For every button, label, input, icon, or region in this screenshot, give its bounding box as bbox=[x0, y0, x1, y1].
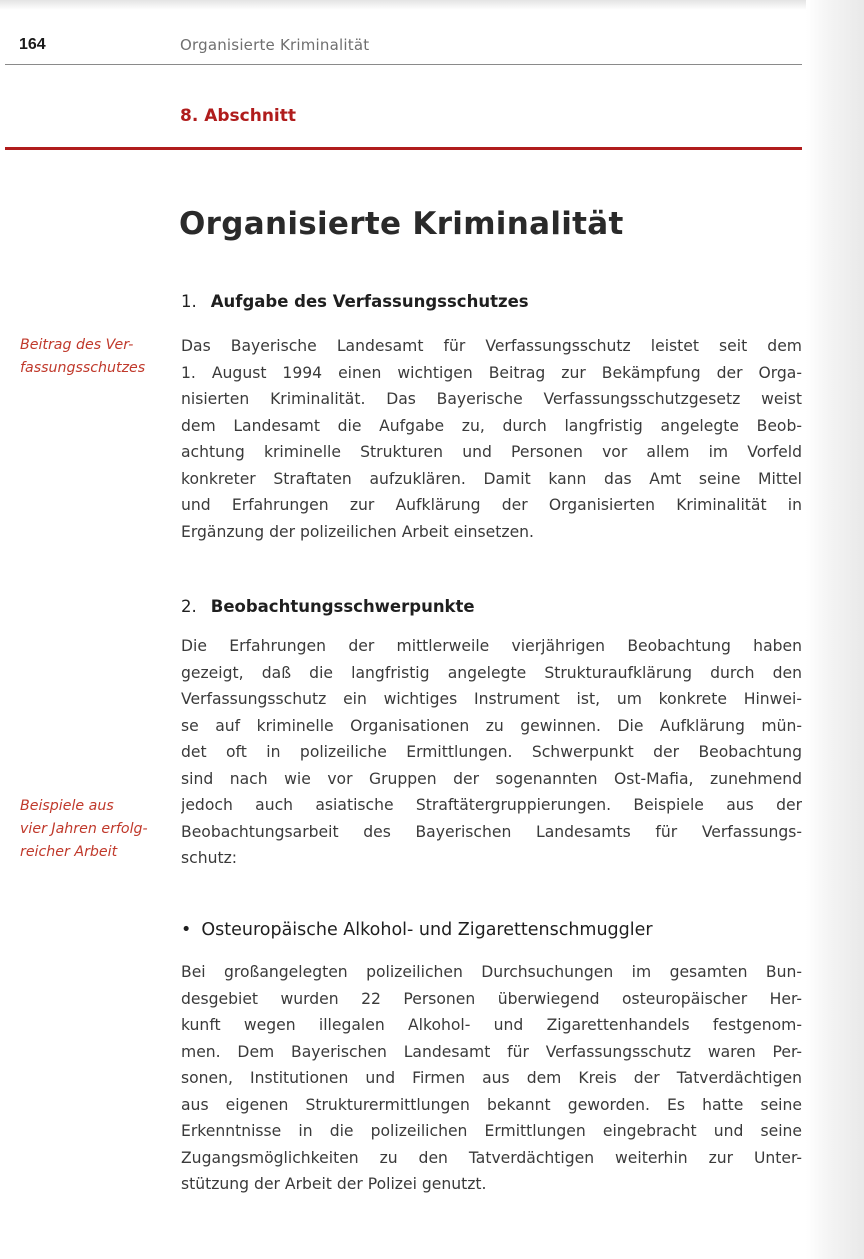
subsection-2-paragraph bbox=[181, 633, 802, 872]
text-line: Das Bayerische Landesamt für Verfassungsschutz leistet seit dem bbox=[181, 337, 802, 355]
margin-note-line: Beispiele aus bbox=[20, 798, 114, 814]
text-line: achtung kriminelle Strukturen und Personen vor allem im Vorfeld bbox=[181, 443, 802, 461]
subsection-2-heading bbox=[181, 597, 475, 616]
text-line: Erkenntnisse in die polizeilichen Ermittlungen eingebracht und seine bbox=[181, 1122, 802, 1140]
page-number: 164 bbox=[19, 36, 46, 53]
subsection-title: Beobachtungsschwerpunkte bbox=[210, 597, 475, 616]
subsection-number: 1. bbox=[181, 292, 197, 311]
margin-note-2 bbox=[20, 795, 170, 864]
running-title: Organisierte Kriminalität bbox=[180, 36, 370, 54]
text-line: kunft wegen illegalen Alkohol- und Zigarettenhandels festgenom- bbox=[181, 1016, 802, 1034]
chapter-title: Organisierte Kriminalität bbox=[179, 206, 624, 242]
text-line: jedoch auch asiatische Straftätergruppierungen. Beispiele aus der bbox=[181, 796, 802, 814]
text-line: und Erfahrungen zur Aufklärung der Organisierten Kriminalität in bbox=[181, 496, 802, 514]
text-line: stützung der Arbeit der Polizei genutzt. bbox=[181, 1175, 487, 1193]
section-label: 8. Abschnitt bbox=[180, 106, 297, 126]
subsection-1-paragraph bbox=[181, 333, 802, 545]
bullet-heading-title: Osteuropäische Alkohol- und Zigarettenschmuggler bbox=[201, 920, 653, 940]
text-line: aus eigenen Strukturermittlungen bekannt geworden. Es hatte seine bbox=[181, 1095, 802, 1114]
section-divider bbox=[5, 147, 802, 150]
text-line: konkreter Straftaten aufzuklären. Damit kann das Amt seine Mittel bbox=[181, 469, 802, 488]
text-line: sind nach wie vor Gruppen der sogenannten Ost-Mafia, zunehmend bbox=[181, 769, 802, 788]
subsection-title: Aufgabe des Verfassungsschutzes bbox=[210, 292, 529, 311]
margin-note-line: Beitrag des Ver- bbox=[20, 337, 134, 353]
text-line: nisierten Kriminalität. Das Bayerische Verfassungsschutzgesetz weist bbox=[181, 390, 802, 408]
text-line: dem Landesamt die Aufgabe zu, durch langfristig angelegte Beob- bbox=[181, 416, 802, 435]
margin-note-line: vier Jahren erfolg- bbox=[20, 821, 148, 837]
text-line: sonen, Institutionen und Firmen aus dem Kreis der Tatverdächtigen bbox=[181, 1069, 802, 1087]
text-line: gezeigt, daß die langfristig angelegte Strukturaufklärung durch den bbox=[181, 663, 802, 682]
text-line: Bei großangelegten polizeilichen Durchsuchungen im gesamten Bun- bbox=[181, 963, 802, 981]
running-header bbox=[5, 34, 802, 65]
text-line: Beobachtungsarbeit des Bayerischen Landesamts für Verfassungs- bbox=[181, 822, 802, 841]
text-line: Zugangsmöglichkeiten zu den Tatverdächtigen weiterhin zur Unter- bbox=[181, 1148, 802, 1167]
page-gutter-shadow bbox=[806, 0, 864, 1259]
bullet-icon: • bbox=[181, 920, 192, 940]
margin-note-line: reicher Arbeit bbox=[20, 844, 118, 860]
text-line: det oft in polizeiliche Ermittlungen. Schwerpunkt der Beobachtung bbox=[181, 743, 802, 761]
subsection-number: 2. bbox=[181, 597, 197, 616]
text-line: desgebiet wurden 22 Personen überwiegend osteuropäischer Her- bbox=[181, 989, 802, 1008]
bullet-heading bbox=[181, 920, 653, 940]
text-line: Verfassungsschutz ein wichtiges Instrument ist, um konkrete Hinwei- bbox=[181, 690, 802, 708]
margin-note-line: fassungsschutzes bbox=[20, 360, 146, 376]
text-line: Die Erfahrungen der mittlerweile vierjährigen Beobachtung haben bbox=[181, 637, 802, 655]
subsection-1-heading bbox=[181, 292, 529, 311]
margin-note-1 bbox=[20, 334, 170, 380]
page-top-shadow bbox=[0, 0, 864, 10]
text-line: Ergänzung der polizeilichen Arbeit einsetzen. bbox=[181, 522, 534, 541]
text-line: schutz: bbox=[181, 849, 238, 867]
bullet-paragraph bbox=[181, 959, 802, 1198]
text-line: men. Dem Bayerischen Landesamt für Verfassungsschutz waren Per- bbox=[181, 1042, 802, 1061]
text-line: se auf kriminelle Organisationen zu gewinnen. Die Aufklärung mün- bbox=[181, 716, 802, 735]
text-line: 1. August 1994 einen wichtigen Beitrag zur Bekämpfung der Orga- bbox=[181, 363, 802, 382]
